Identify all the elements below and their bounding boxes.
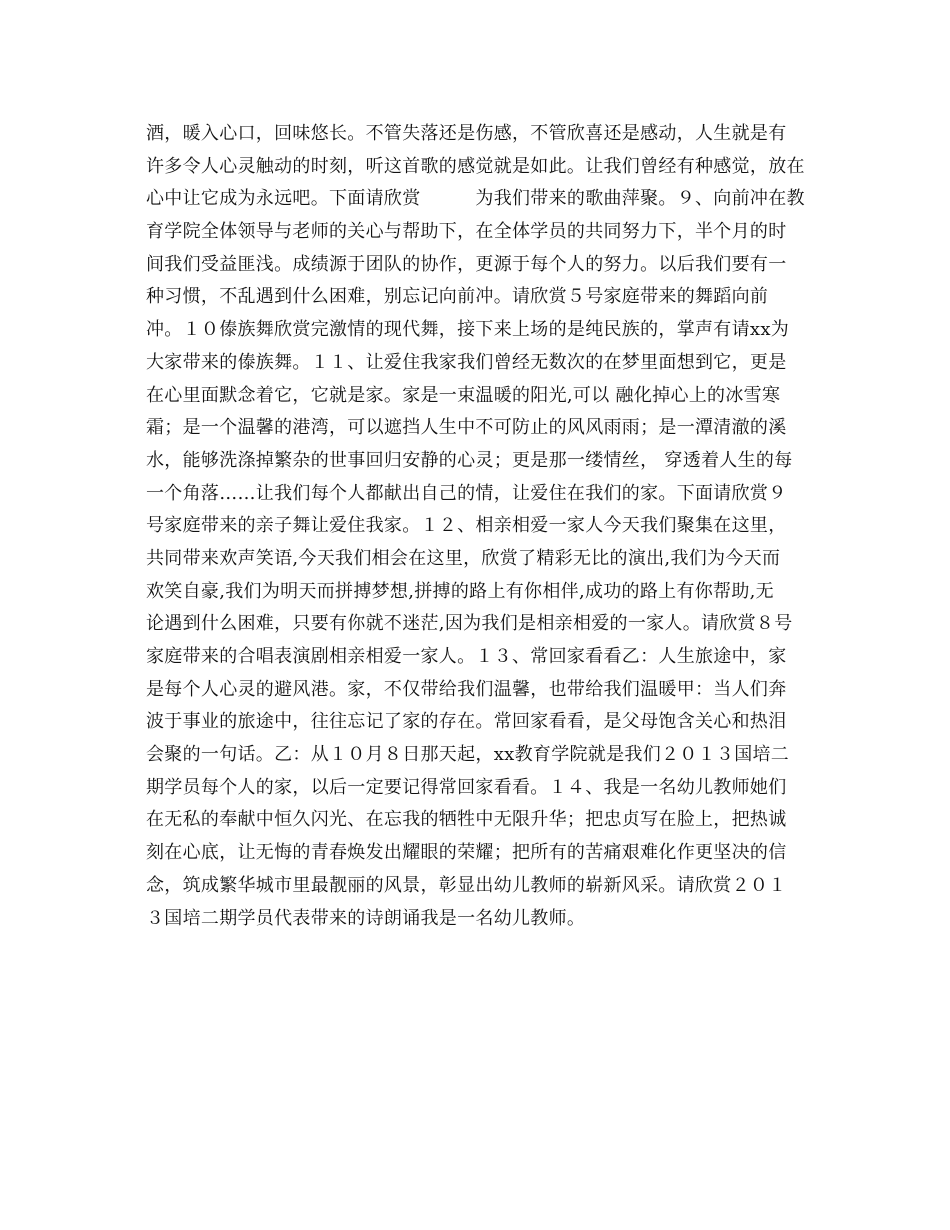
text-line: 论遇到什么困难，只要有你就不迷茫,因为我们是相亲相爱的一家人。请欣赏８号	[146, 613, 793, 635]
text-line: 波于事业的旅途中，往往忘记了家的存在。常回家看看，是父母饱含关心和热泪	[146, 711, 787, 733]
text-line: 在心里面默念着它，它就是家。家是一束温暖的阳光,可以 融化掉心上的冰雪寒	[146, 384, 781, 406]
text-line: ３国培二期学员代表带来的诗朗诵我是一名幼儿教师。	[146, 907, 586, 929]
text-line: 会聚的一句话。乙：从１０月８日那天起，xx教育学院就是我们２０１３国培二	[146, 744, 790, 766]
text-line: 间我们受益匪浅。成绩源于团队的协作，更源于每个人的努力。以后我们要有一	[146, 253, 787, 275]
text-line: 育学院全体领导与老师的关心与帮助下，在全体学员的共同努力下，半个月的时	[146, 221, 787, 243]
text-line: 心中让它成为永远吧。下面请欣赏 为我们带来的歌曲萍聚。９、向前冲在教	[146, 188, 805, 210]
text-line: 是每个人心灵的避风港。家，不仅带给我们温馨，也带给我们温暖甲：当人们奔	[146, 678, 787, 700]
text-line: 大家带来的傣族舞。１１、让爱住我家我们曾经无数次的在梦里面想到它，更是	[146, 351, 787, 373]
text-line: 酒，暖入心口，回味悠长。不管失落还是伤感，不管欣喜还是感动，人生就是有	[146, 123, 787, 144]
body-text	[146, 118, 826, 935]
text-line: 一个角落……让我们每个人都献出自己的情，让爱住在我们的家。下面请欣赏９	[146, 482, 787, 504]
text-line: 刻在心底，让无悔的青春焕发出耀眼的荣耀；把所有的苦痛艰难化作更坚决的信	[146, 842, 787, 864]
text-line: 家庭带来的合唱表演剧相亲相爱一家人。１３、常回家看看乙：人生旅途中，家	[146, 646, 787, 667]
text-line: 念，筑成繁华城市里最靓丽的风景，彰显出幼儿教师的崭新风采。请欣赏２０１	[146, 874, 787, 896]
text-line: 共同带来欢声笑语,今天我们相会在这里，欣赏了精彩无比的演出,我们为今天而	[146, 547, 781, 569]
text-line: 水，能够洗涤掉繁杂的世事回归安静的心灵；更是那一缕情丝， 穿透着人生的每	[146, 449, 793, 471]
text-line: 种习惯，不乱遇到什么困难，别忘记向前冲。请欣赏５号家庭带来的舞蹈向前	[146, 286, 769, 308]
text-line: 在无私的奉献中恒久闪光、在忘我的牺牲中无限升华；把忠贞写在脸上，把热诚	[146, 809, 787, 831]
text-line: 期学员每个人的家，以后一定要记得常回家看看。１４、我是一名幼儿教师她们	[146, 776, 787, 798]
text-line: 许多令人心灵触动的时刻，听这首歌的感觉就是如此。让我们曾经有种感觉，放在	[146, 155, 805, 177]
text-line: 欢笑自豪,我们为明天而拼搏梦想,拼搏的路上有你相伴,成功的路上有你帮助,无	[146, 580, 774, 602]
text-line: 号家庭带来的亲子舞让爱住我家。１２、相亲相爱一家人今天我们聚集在这里，	[146, 515, 787, 537]
text-line: 冲。１０傣族舞欣赏完激情的现代舞，接下来上场的是纯民族的，掌声有请xx为	[146, 319, 790, 341]
text-line: 霜；是一个温馨的港湾，可以遮挡人生中不可防止的风风雨雨；是一潭清澈的溪	[146, 417, 787, 439]
